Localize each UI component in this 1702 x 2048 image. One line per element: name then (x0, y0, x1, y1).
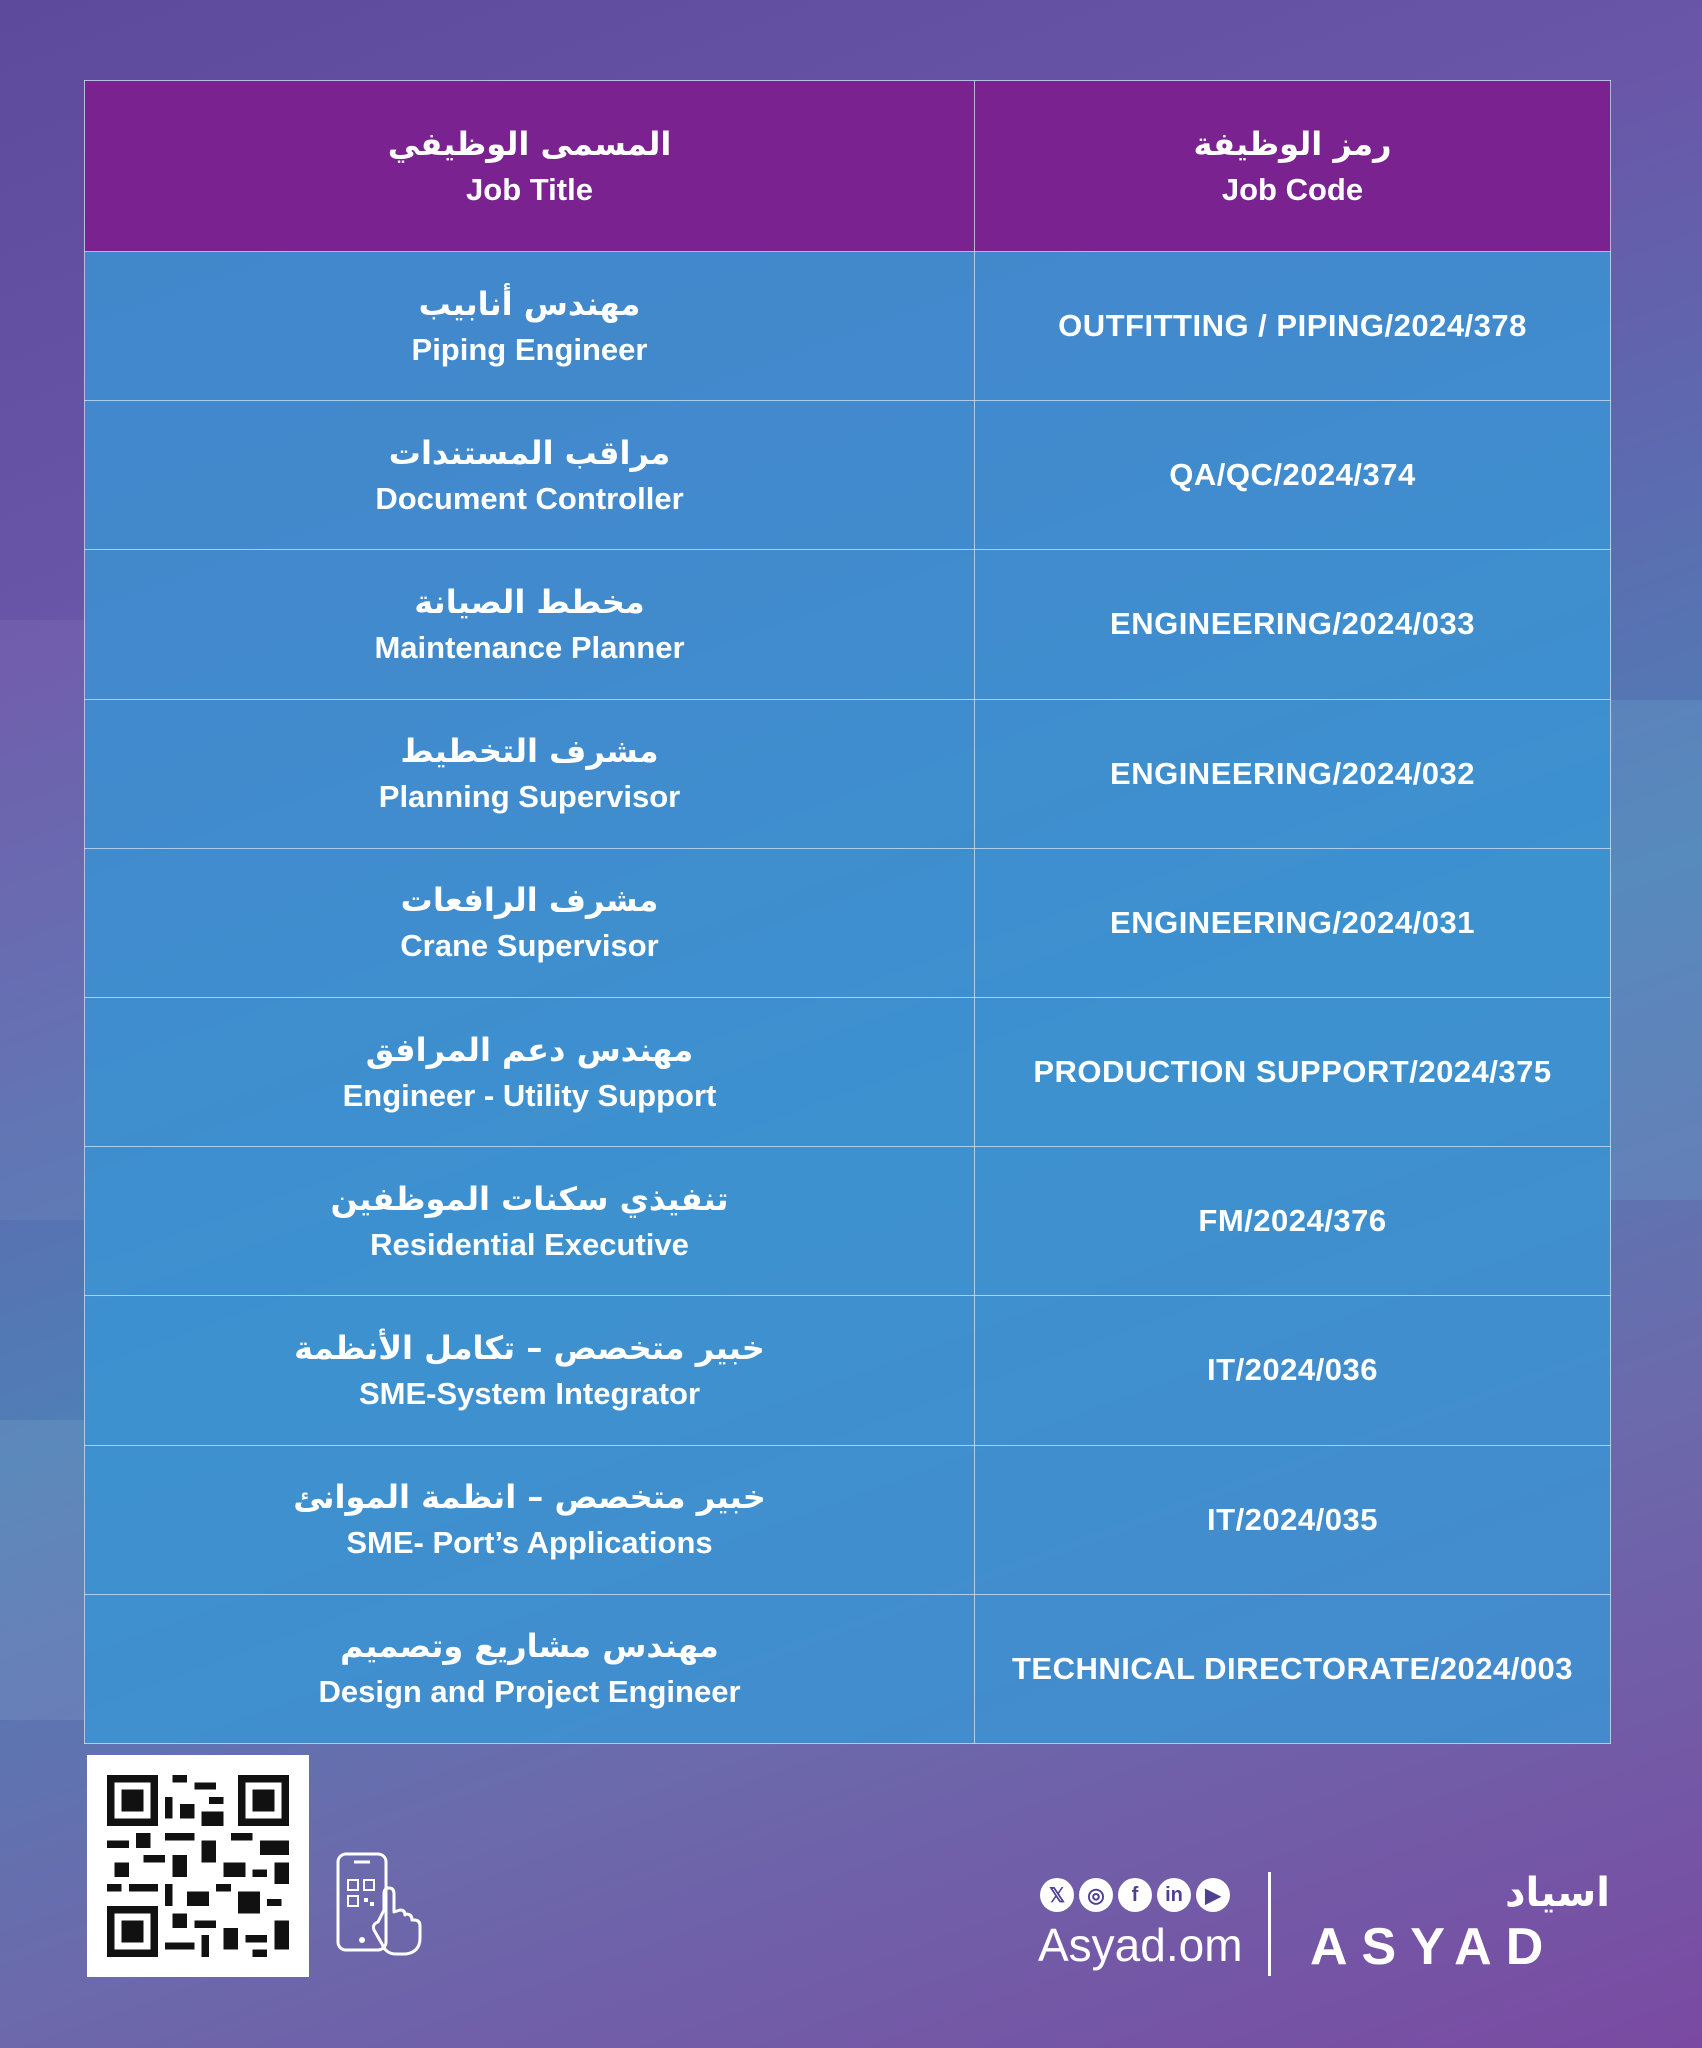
job-title-ar: مهندس دعم المرافق (365, 1030, 694, 1069)
social-icons (1040, 1878, 1230, 1912)
job-code: QA/QC/2024/374 (1169, 457, 1416, 493)
table-row (85, 1594, 1611, 1743)
job-code: ENGINEERING/2024/032 (1110, 755, 1475, 791)
background-crane (0, 620, 84, 1220)
table-row (85, 848, 1611, 997)
table-row (85, 252, 1611, 401)
job-code: IT/2024/035 (1207, 1501, 1378, 1537)
table-row (85, 401, 1611, 550)
job-code: ENGINEERING/2024/033 (1110, 606, 1475, 642)
job-code-cell (975, 1445, 1611, 1594)
job-title-cell (85, 1445, 975, 1594)
footer-divider (1268, 1872, 1271, 1976)
table-row (85, 1445, 1611, 1594)
job-code-cell (975, 1296, 1611, 1445)
job-title-cell (85, 252, 975, 401)
logo: ASYAD (1310, 1918, 1558, 1976)
job-title-ar: مخطط الصيانة (414, 583, 645, 621)
job-title-cell (85, 1594, 975, 1743)
job-code-header-ar: رمز الوظيفة (1193, 124, 1392, 163)
job-title-en: SME- Port’s Applications (346, 1525, 713, 1561)
job-code: FM/2024/376 (1198, 1203, 1387, 1239)
job-title-en: Design and Project Engineer (318, 1674, 741, 1710)
qr-code-icon[interactable] (87, 1755, 309, 1977)
x-icon[interactable]: 𝕏 (1040, 1878, 1074, 1912)
job-code: ENGINEERING/2024/031 (1110, 904, 1475, 940)
instagram-icon[interactable]: ◎ (1079, 1878, 1113, 1912)
job-code-cell (975, 848, 1611, 997)
job-code-cell (975, 997, 1611, 1146)
facebook-icon[interactable]: f (1118, 1878, 1152, 1912)
job-title-en: Residential Executive (370, 1226, 689, 1262)
job-title-header (85, 81, 975, 252)
job-title-en: Document Controller (375, 480, 684, 516)
table-header-row (85, 81, 1611, 252)
job-title-en: Piping Engineer (411, 331, 648, 367)
youtube-icon[interactable]: ▶ (1196, 1878, 1230, 1912)
linkedin-icon[interactable]: in (1157, 1878, 1191, 1912)
job-code: TECHNICAL DIRECTORATE/2024/003 (1011, 1650, 1574, 1686)
background-containers (1610, 700, 1702, 1200)
job-title-cell (85, 1147, 975, 1296)
job-title-en: Engineer - Utility Support (342, 1077, 717, 1113)
table-row (85, 1296, 1611, 1445)
job-title-cell (85, 848, 975, 997)
job-title-ar: مشرف التخطيط (400, 732, 659, 771)
job-code: PRODUCTION SUPPORT/2024/375 (1033, 1054, 1552, 1090)
job-code: OUTFITTING / PIPING/2024/378 (1058, 308, 1527, 344)
table-row (85, 997, 1611, 1146)
job-code-header-en: Job Code (1221, 171, 1364, 207)
job-title-header-en: Job Title (466, 171, 593, 207)
website-link[interactable]: Asyad.om (1038, 1919, 1243, 1971)
job-code: IT/2024/036 (1207, 1352, 1378, 1388)
job-title-cell (85, 997, 975, 1146)
job-code-cell (975, 699, 1611, 848)
table-row (85, 550, 1611, 699)
background-truck (0, 1420, 84, 1720)
job-title-ar: مهندس مشاريع وتصميم (340, 1627, 719, 1666)
job-title-cell (85, 401, 975, 550)
job-code-cell (975, 550, 1611, 699)
job-title-ar: مراقب المستندات (388, 433, 671, 472)
job-title-ar: خبير متخصص – انظمة الموانئ (293, 1478, 766, 1517)
table-row (85, 699, 1611, 848)
logo-arabic: اسياد (1505, 1870, 1610, 1916)
job-title-cell (85, 1296, 975, 1445)
table-row (85, 1147, 1611, 1296)
job-code-cell (975, 401, 1611, 550)
jobs-table (84, 80, 1611, 1744)
job-code-cell (975, 1147, 1611, 1296)
job-code-header (975, 81, 1611, 252)
job-title-ar: خبير متخصص – تكامل الأنظمة (294, 1328, 765, 1367)
job-code-cell (975, 252, 1611, 401)
job-title-cell (85, 550, 975, 699)
job-title-en: SME-System Integrator (358, 1375, 701, 1411)
job-title-en: Maintenance Planner (374, 630, 685, 665)
job-title-ar: مهندس أنابيب (418, 284, 641, 323)
job-title-en: Planning Supervisor (378, 779, 681, 815)
job-title-ar: تنفيذي سكنات الموظفين (330, 1179, 729, 1218)
job-title-header-ar: المسمى الوظيفي (387, 124, 672, 163)
job-title-en: Crane Supervisor (400, 928, 659, 964)
job-title-cell (85, 699, 975, 848)
phone-scan-icon (334, 1850, 430, 1958)
job-title-ar: مشرف الرافعات (400, 881, 659, 920)
job-code-cell (975, 1594, 1611, 1743)
